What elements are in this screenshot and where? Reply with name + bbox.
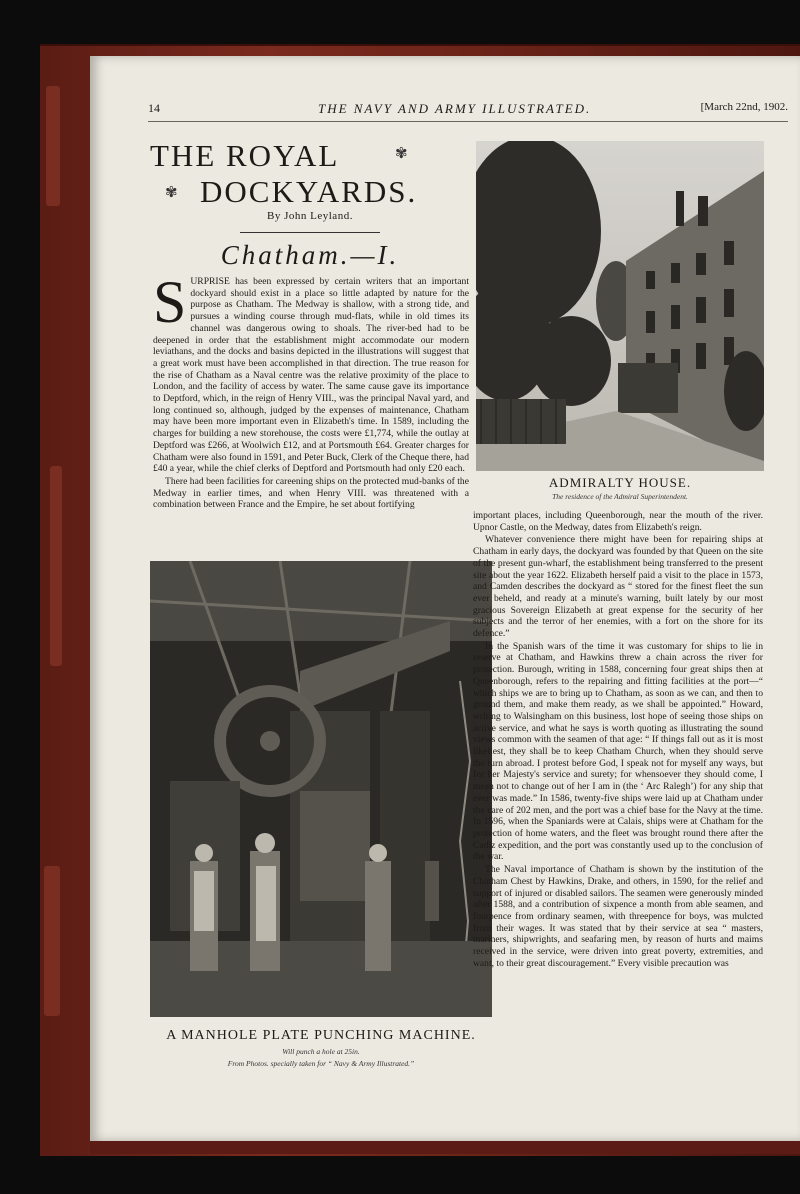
- ornament-icon: ✾: [395, 146, 408, 162]
- punching-machine-photo: [150, 561, 492, 1017]
- binding-bottom-edge: [90, 1141, 800, 1154]
- paragraph: In the Spanish wars of the time it was customary for ships to lie in reserve at Chatham, and Hawkins threw a chain across the river for protection. Burough, writing in 1588, concerning four great ships then at Queenborough, refers to the repairing and fitting facilities at the port—“ which ships we are to bring up to Chatham, as soon as we can, and then to ground them, and make them ready, as we shall be appointed.” Howard, writing to Walsingham on this business, lost hope of seeing those ships on active service, and what he says is worth quoting as illustrating the sound views common with the seamen of that age: “ If things fall out as it is most likeliest, they shall be to keep Chatham Church, when they should serve the turn abroad. I protest before God, I speak not for myself any ways, but for her Majesty's service and surety; for whensoever they should come, I mean not to change out of her I am in (the ‘ Arc Ralegh’) for any ship that ever was made.” In 1586, twenty-five ships were laid up at Chatham under the care of 202 men, and the port was a chief base for the Navy at the time. In 1596, when the Spaniards were at Calais, ships were at Chatham for the protection of home waters, and the fleet was brought round there after the Cadiz expedition, and the port was constantly used up to the conclusion of the war.: [473, 640, 763, 863]
- chapter-heading: Chatham.—I.: [220, 240, 400, 270]
- paragraph: SURPRISE has been expressed by certain writers that an important dockyard should exist in a place so little adapted by nature for the purpose as Chatham. The Medway is shallow, with a strong tide, and pursues a winding course through mud-flats, while in old times its channel was dangerous owing to shoals. The river-bed had to be deepened in order that the establishment might accommodate our modern leviathans, and the docks and basins depicted in the illustrations will suggest that a great work must have been accomplished in that direction. The true reason for the rise of Chatham as a Naval centre was the relative proximity of the place to London, and the facility of access by water. The same cause gave its importance to Deptford, which, in the reign of Henry VIII., was the principal Naval yard, and long continued so, although, judged by the expenses of maintenance, Chatham may have been more important even in Elizabeth's time. In 1589, including the charges for building a new storehouse, the costs were £1,774, while the outlay at Deptford was £266, at Woolwich £12, and at Portsmouth £64. Greater charges for Chatham were also found in 1591, and Peter Buck, Clerk of the Cheque there, had £40 a year, while the chief clerks of Deptford and Portsmouth had only £20 each.: [153, 276, 469, 475]
- byline: By John Leyland.: [267, 210, 353, 222]
- admiralty-house-photo: [476, 141, 764, 471]
- page-number: 14: [148, 101, 160, 115]
- ornament-icon: ✾: [165, 185, 178, 201]
- machine-caption: A MANHOLE PLATE PUNCHING MACHINE.: [166, 1028, 476, 1043]
- right-text-column: [473, 510, 763, 1060]
- house-caption: ADMIRALTY HOUSE.: [548, 475, 692, 490]
- paragraph: There had been facilities for careening ships on the protected mud-banks of the Medway in earlier times, and when Henry VIII. was threatened with a combination between France and the Empire, he set about fortifying: [153, 475, 469, 511]
- header-rule: [148, 121, 788, 122]
- machine-subcaption: Will punch a hole at 25in.: [282, 1047, 360, 1056]
- photo-credit: From Photos. specially taken for “ Navy & Army Illustrated.”: [227, 1059, 415, 1068]
- article-title-line1: THE ROYAL: [150, 138, 340, 173]
- journal-title: THE NAVY AND ARMY ILLUSTRATED.: [318, 101, 592, 116]
- house-subcaption: The residence of the Admiral Superintendent.: [552, 492, 688, 501]
- issue-date: [March 22nd, 1902.: [700, 101, 788, 113]
- drop-cap: S: [153, 276, 187, 335]
- title-rule: [240, 232, 380, 233]
- paragraph: important places, including Queenborough, near the mouth of the river. Upnor Castle, on the Medway, dates from Elizabeth's reign.: [473, 510, 763, 533]
- left-text-column: [153, 276, 469, 566]
- paragraph: The Naval importance of Chatham is shown by the institution of the Chatham Chest by Hawkins, Drake, and others, in 1590, for the relief and support of injured or disabled sailors. The seamen were generously minded after 1588, and a contribution of sixpence a month from able seamen, and fourpence from ordinary seamen, with threepence for boys, was mulcted from their wages. It was stated that by their service at sea “ masters, mariners, shipwrights, and seafaring men, by reason of hurts and maims received in the service, were driven into great poverty, extremities, and want, to their great discouragement.” Every visible precaution was: [473, 864, 763, 969]
- running-head: [148, 101, 788, 119]
- article-title-line2: DOCKYARDS.: [200, 174, 418, 209]
- paragraph: Whatever convenience there might have been for repairing ships at Chatham in early days, the dockyard was founded by that Queen on the site of the present gun-wharf, the establishment being transferred to the present site about the year 1622. Elizabeth herself paid a visit to the place in 1573, and Camden describes the dockyard as “ stored for the finest fleet the sun ever beheld, and ready at a minute's warning, built lately by our most gracious Sovereign Elizabeth at great expense for the security of her subjects and the terror of her enemies, with a fort on the shore for its defence.”: [473, 534, 763, 640]
